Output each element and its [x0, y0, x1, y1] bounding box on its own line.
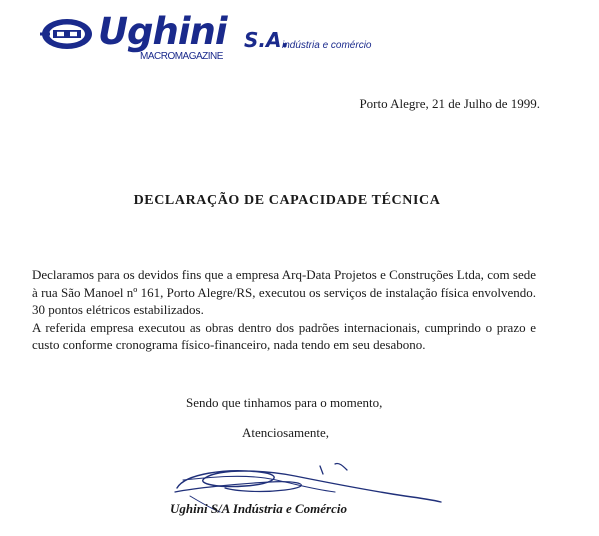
company-name: Ughini	[98, 10, 227, 53]
brand-line: MACROMAGAZINE	[140, 51, 223, 62]
letterhead	[40, 8, 380, 66]
salutation: Atenciosamente,	[242, 425, 329, 440]
date-line: Porto Alegre, 21 de Julho de 1999.	[359, 96, 540, 111]
company-tagline: indústria e comércio	[282, 40, 372, 51]
document-title: DECLARAÇÃO DE CAPACIDADE TÉCNICA	[133, 193, 441, 208]
company-suffix: S.A.	[244, 28, 290, 52]
letter-body	[32, 266, 536, 354]
body-paragraph: Declaramos para os devidos fins que a empresa Arq-Data Projetos e Construções Ltda, com sede à rua São Manoel nº 161, Porto Alegre/RS, executou os serviços de instalação física envolvendo. 30 pontos elétricos estabilizados.	[32, 267, 536, 317]
signatory-name: Ughini S/A Indústria e Comércio	[170, 501, 347, 516]
company-logo-icon	[40, 14, 98, 54]
body-paragraph: A referida empresa executou as obras dentro dos padrões internacionais, cumprindo o prazo e custo conforme cronograma físico-financeiro, nada tendo em seu desabono.	[32, 319, 536, 352]
closing-line: Sendo que tinhamos para o momento,	[186, 395, 383, 410]
